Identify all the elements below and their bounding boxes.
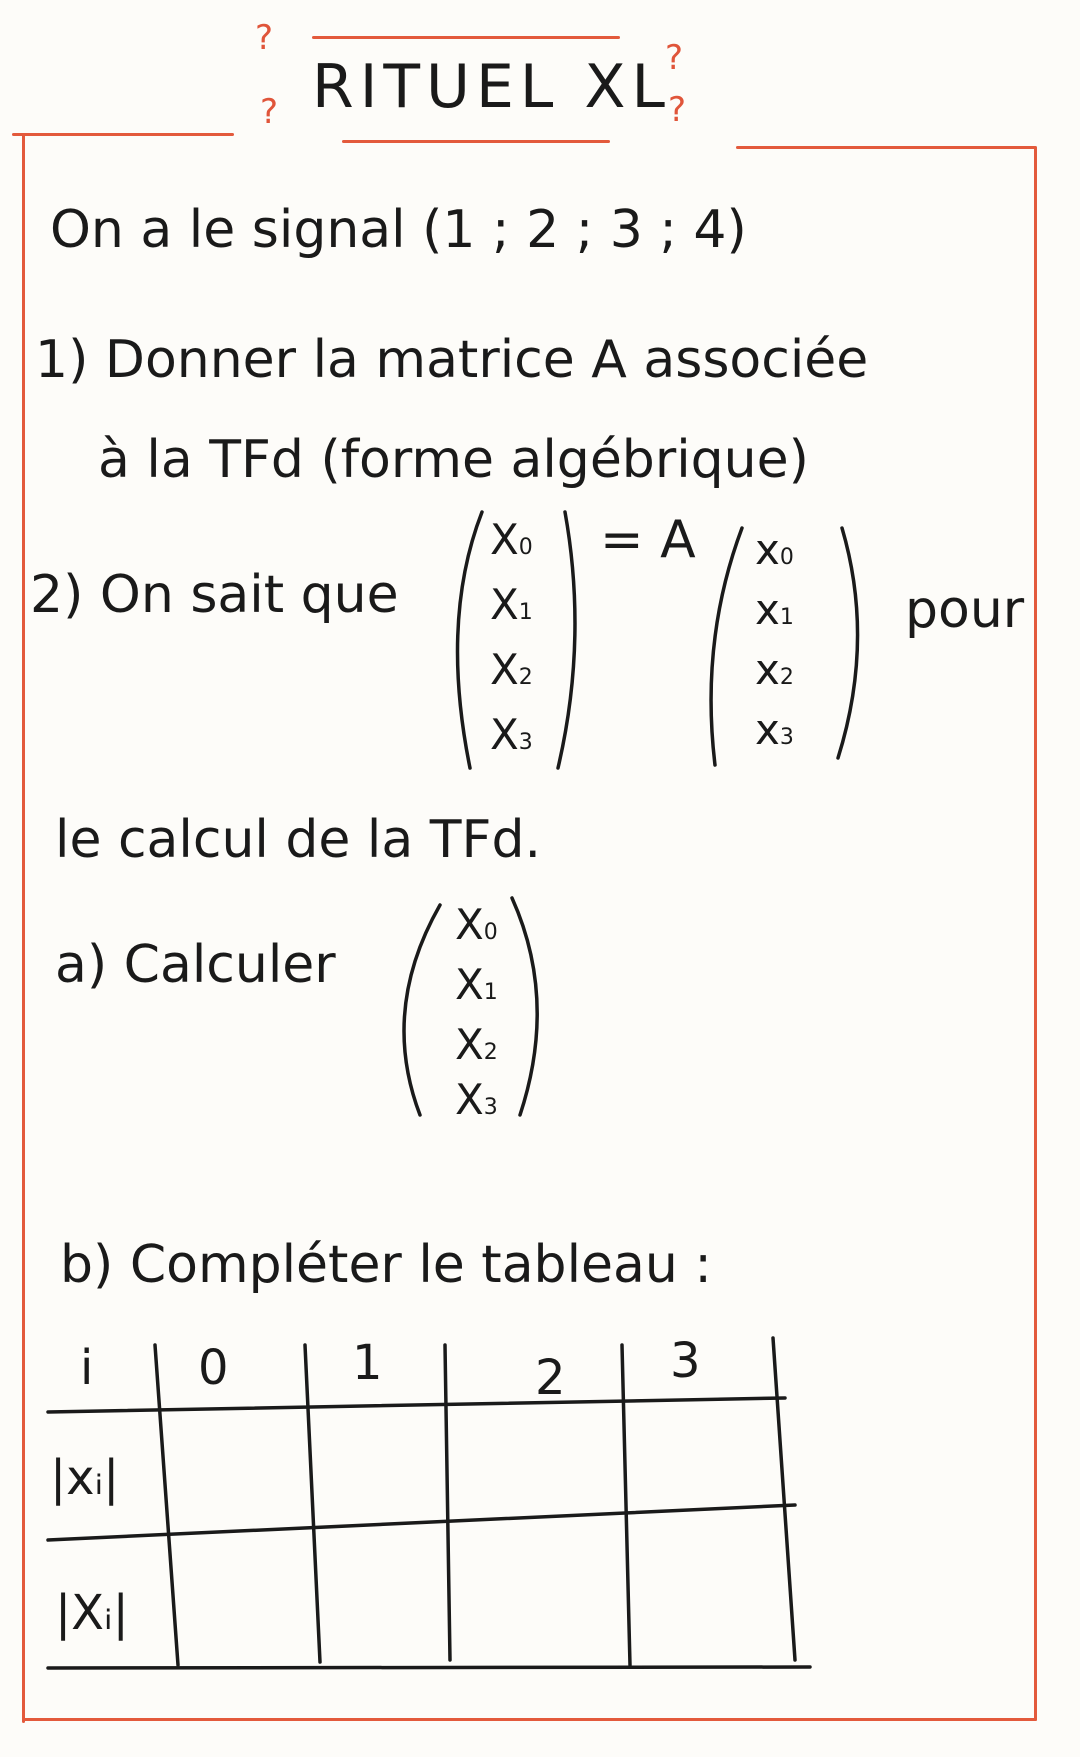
vector-entry-sub: 1 (483, 980, 498, 1005)
vector-entry-sub: 2 (779, 665, 794, 690)
table-column-0: 0 (198, 1340, 229, 1396)
vector-entry-base: x (755, 585, 780, 634)
vector-entry-sub: 3 (483, 1095, 498, 1120)
table-line (48, 1505, 795, 1540)
vector-entry-base: X (455, 1020, 484, 1069)
vector-entry-sub: 3 (779, 725, 794, 750)
table-column-3: 3 (670, 1333, 701, 1389)
table-line (622, 1345, 630, 1665)
table-header-label: i (80, 1340, 94, 1396)
bracket-left (711, 528, 742, 765)
vector-entry-base: x (755, 645, 780, 694)
vector-entry-base: X (490, 645, 519, 694)
vector-entry-sub: 1 (518, 600, 533, 625)
table-row-label-signal: |xᵢ| (50, 1450, 120, 1506)
question-2-label: 2) On sait que (30, 565, 399, 625)
signal-statement: On a le signal (1 ; 2 ; 3 ; 4) (50, 200, 747, 260)
question-1-line1: 1) Donner la matrice A associée (35, 330, 869, 390)
table-row-label-transform: |Xᵢ| (55, 1585, 129, 1641)
vector-entry-base: X (490, 580, 519, 629)
vector-entry-base: X (455, 1075, 484, 1124)
bracket-right (558, 512, 575, 768)
vector-entry-sub: 0 (779, 545, 794, 570)
vector-entry-base: X (455, 900, 484, 949)
table-column-1: 1 (352, 1335, 383, 1391)
table-line (155, 1345, 178, 1665)
table-line (48, 1667, 810, 1668)
table-column-2: 2 (535, 1350, 566, 1406)
vector-entry-sub: 1 (779, 605, 794, 630)
vector-entry-base: X (455, 960, 484, 1009)
question-1-line2: à la TFd (forme algébrique) (98, 430, 809, 490)
vector-entry-base: X (490, 710, 519, 759)
vector-entry-sub: 0 (518, 535, 533, 560)
vector-entry-sub: 2 (483, 1040, 498, 1065)
vector-entry-sub: 2 (518, 665, 533, 690)
question-mark: ? (260, 92, 279, 132)
question-2-pour: pour (905, 580, 1025, 640)
question-2-line2: le calcul de la TFd. (55, 810, 541, 870)
question-mark: ? (255, 18, 274, 58)
vector-entry-sub: 0 (483, 920, 498, 945)
vector-entry-base: x (755, 705, 780, 754)
table-line (305, 1345, 320, 1662)
vector-entry-sub: 3 (518, 730, 533, 755)
vector-entry-base: X (490, 515, 519, 564)
table-line (445, 1345, 450, 1660)
page-title: RITUEL XL (312, 52, 671, 122)
question-mark: ? (665, 38, 684, 78)
table-line (773, 1338, 795, 1660)
bracket-right (838, 528, 858, 758)
question-b-label: b) Compléter le tableau : (60, 1235, 712, 1295)
bracket-right (512, 898, 537, 1115)
equals-matrix-a: = A (600, 510, 696, 570)
bracket-left (458, 512, 483, 768)
question-a-label: a) Calculer (55, 935, 336, 995)
vector-entry-base: x (755, 525, 780, 574)
question-mark: ? (668, 90, 687, 130)
bracket-left (404, 905, 440, 1115)
